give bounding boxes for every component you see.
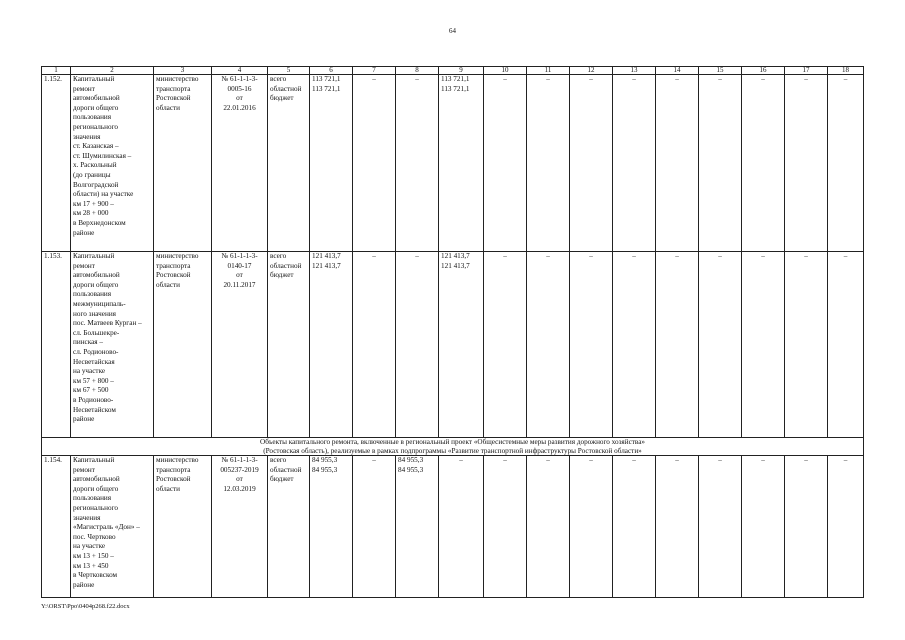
funding-source: всего областной бюджет <box>268 456 310 598</box>
col-11: – <box>527 456 570 598</box>
col-17: – <box>785 75 828 252</box>
customer: министерство транспорта Ростовской области <box>154 75 212 252</box>
column-header: 1 <box>42 67 71 75</box>
col-13: – <box>613 252 656 438</box>
col-18: – <box>828 456 864 598</box>
column-header: 15 <box>699 67 742 75</box>
table-row <box>42 75 864 252</box>
col-8: 84 955,3 84 955,3 <box>396 456 439 598</box>
col-10: – <box>484 252 527 438</box>
page-number: 64 <box>449 27 456 35</box>
col-17: – <box>785 456 828 598</box>
column-header: 10 <box>484 67 527 75</box>
table-row <box>42 252 864 438</box>
col-7: – <box>353 456 396 598</box>
document-ref: № 61-1-1-3- 0005-16 от 22.01.2016 <box>212 75 268 252</box>
col-14: – <box>656 456 699 598</box>
col-9: 121 413,7 121 413,7 <box>439 252 484 438</box>
column-header: 9 <box>439 67 484 75</box>
section-header-row <box>42 438 864 456</box>
column-header: 13 <box>613 67 656 75</box>
document-ref: № 61-1-1-3- 0140-17 от 20.11.2017 <box>212 252 268 438</box>
customer: министерство транспорта Ростовской области <box>154 456 212 598</box>
col-13: – <box>613 456 656 598</box>
col-11: – <box>527 75 570 252</box>
col-15: – <box>699 252 742 438</box>
column-header: 2 <box>71 67 154 75</box>
col-12: – <box>570 75 613 252</box>
funding-table <box>41 66 864 598</box>
row-number: 1.152. <box>42 75 71 252</box>
col-18: – <box>828 252 864 438</box>
column-header: 18 <box>828 67 864 75</box>
column-header: 12 <box>570 67 613 75</box>
col-6: 84 955,3 84 955,3 <box>310 456 353 598</box>
col-15: – <box>699 456 742 598</box>
col-8: – <box>396 75 439 252</box>
col-16: – <box>742 456 785 598</box>
funding-source: всего областной бюджет <box>268 75 310 252</box>
funding-source: всего областной бюджет <box>268 252 310 438</box>
object-name: Капитальный ремонт автомобильной дороги общего пользования регионального значения «Магистраль «Дон» – пос. Чертково на участке км 13 + 150 – км 13 + 450 в Чертковском районе <box>71 456 154 598</box>
col-18: – <box>828 75 864 252</box>
col-14: – <box>656 252 699 438</box>
column-header: 4 <box>212 67 268 75</box>
object-name: Капитальный ремонт автомобильной дороги общего пользования регионального значения ст. Казанская – ст. Шумилинская – х. Раскольный (до границы Волгоградской области) на участке км 17 + 900 – км 28 + 000 в Верхнедонском районе <box>71 75 154 252</box>
col-17: – <box>785 252 828 438</box>
col-11: – <box>527 252 570 438</box>
column-header: 7 <box>353 67 396 75</box>
column-header: 3 <box>154 67 212 75</box>
header-row <box>42 67 864 75</box>
col-8: – <box>396 252 439 438</box>
col-6: 121 413,7 121 413,7 <box>310 252 353 438</box>
file-path-footer: Y:\ORST\Ppo\0404p268.f22.docx <box>41 603 130 610</box>
col-7: – <box>353 252 396 438</box>
col-10: – <box>484 75 527 252</box>
row-number: 1.154. <box>42 456 71 598</box>
col-16: – <box>742 75 785 252</box>
col-13: – <box>613 75 656 252</box>
customer: министерство транспорта Ростовской области <box>154 252 212 438</box>
col-6: 113 721,1 113 721,1 <box>310 75 353 252</box>
column-header: 8 <box>396 67 439 75</box>
column-header: 14 <box>656 67 699 75</box>
col-10: – <box>484 456 527 598</box>
column-header: 11 <box>527 67 570 75</box>
row-number: 1.153. <box>42 252 71 438</box>
column-header: 6 <box>310 67 353 75</box>
col-9: – <box>439 456 484 598</box>
col-14: – <box>656 75 699 252</box>
document-ref: № 61-1-1-3- 005237-2019 от 12.03.2019 <box>212 456 268 598</box>
col-15: – <box>699 75 742 252</box>
col-12: – <box>570 456 613 598</box>
section-header: Объекты капитального ремонта, включенные в региональный проект «Общесистемные меры развития дорожного хозяйства» (Ростовская область), реализуемые в рамках подпрограммы «Развитие транспортной инфраструктуры Ростовской области» <box>42 438 864 456</box>
column-header: 17 <box>785 67 828 75</box>
col-9: 113 721,1 113 721,1 <box>439 75 484 252</box>
col-7: – <box>353 75 396 252</box>
table-row <box>42 456 864 598</box>
col-12: – <box>570 252 613 438</box>
column-header: 5 <box>268 67 310 75</box>
column-header: 16 <box>742 67 785 75</box>
col-16: – <box>742 252 785 438</box>
object-name: Капитальный ремонт автомобильной дороги общего пользования межмуниципаль- ного значения пос. Матвеев Курган – сл. Большекре- пинская – сл. Родионово- Несветайская на участке км 57 + 800 – км 67 + 500 в Родионово- Несветайском районе <box>71 252 154 438</box>
